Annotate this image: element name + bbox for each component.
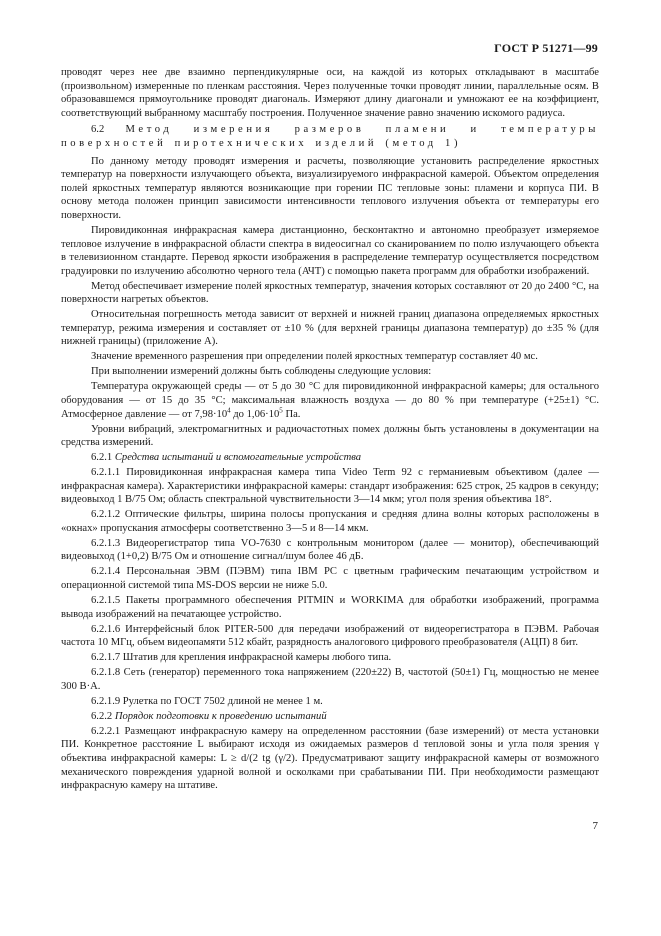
paragraph-conditions <box>61 380 599 421</box>
paragraph: 6.2.1.1 Пировидиконная инфракрасная камера типа Video Term 92 с германиевым объективом (далее — инфракрасная камера). Характеристики инфракрасной камеры: стандарт изображения: 625 строк, 25 кадров в секунду; видеовыход 1 В/75 Ом; область спектральной чувствительности 3—14 мкм; угол поля зрения объектива 18°. <box>61 467 599 506</box>
subsection-title: Средства испытаний и вспомогательные устройства <box>114 452 362 464</box>
subsection-number: 6.2.1 <box>91 452 113 464</box>
conditions-text: Па. <box>282 408 301 420</box>
section-title: Метод измерения размеров пламени и температуры поверхностей пиротехнических изделий (метод 1) <box>61 124 599 149</box>
conditions-text: Температура окружающей среды — от 5 до 30 °С для пировидиконной инфракрасной камеры; для остального оборудования — от 15 до 35 °С; максимальная влажность воздуха — до 80 % при температуре (+25±1) °С. Атмосферное давление — от 7,98·10 <box>61 381 599 420</box>
paragraph: Относительная погрешность метода зависит от верхней и нижней границ диапазона определяемых яркостных температур, режима измерения и составляет от ±10 % (для верхней границы диапазона температур) до ±35 % (для нижней границы) (приложение А). <box>61 309 599 348</box>
paragraph: 6.2.1.3 Видеорегистратор типа VO-7630 с контрольным монитором (далее — монитор), обеспечивающий видеовыход (1+0,2) В/75 Ом и отношение сигнал/шум более 46 дБ. <box>61 537 599 563</box>
paragraph: 6.2.1.4 Персональная ЭВМ (ПЭВМ) типа IBM PC с цветным графическим печатающим устройством и операционной системой типа MS-DOS версии не ниже 5.0. <box>61 566 599 592</box>
subsection-number: 6.2.2 <box>91 710 113 722</box>
paragraph: 6.2.1.5 Пакеты программного обеспечения PITMIN и WORKIMA для обработки изображений, программа вывода изображений на печатающее устройство. <box>61 595 599 620</box>
section-number: 6.2 <box>91 124 105 136</box>
paragraph: Значение временного разрешения при определении полей яркостных температур составляет 40 мс. <box>91 351 538 363</box>
paragraph: 6.2.2.1 Размещают инфракрасную камеру на определенном расстоянии (базе измерений) от места установки ПИ. Конкретное расстояние L выбирают исходя из ожидаемых размеров d тепловой зоны и угла поля зрения γ объектива инфракрасной камеры: L ≥ d/(2 tg (γ/2). Предусматривают защиту инфракрасной камеры от возможного механического повреждения ударной волной и осколками при срабатывании ПИ. При необходимости размещают инфракрасную камеру на штативе. <box>61 725 599 792</box>
paragraph: 6.2.1.2 Оптические фильтры, ширина полосы пропускания и средняя длина волны которых расположены в «окнах» пропускания атмосферы соответственно 3—5 и 8—14 мкм. <box>61 509 599 534</box>
page-number: 7 <box>592 820 598 832</box>
paragraph: 6.2.1.8 Сеть (генератор) переменного тока напряжением (220±22) В, частотой (50±1) Гц, мощностью не менее 300 В·А. <box>61 667 599 692</box>
paragraph: При выполнении измерений должны быть соблюдены следующие условия: <box>91 366 432 378</box>
exponent: 4 <box>227 406 231 415</box>
paragraph: Пировидиконная инфракрасная камера дистанционно, бесконтактно и автономно преобразует измеряемое тепловое излучение в инфракрасной области спектра в видеосигнал со сканированием по полю излучающего объекта в телевизионном стандарте. Перевод яркости изображения в распределение температур осуществляется посредством градуировки по излучению абсолютно черного тела (АЧТ) с помощью пакета программ для обработки изображений. <box>61 224 599 277</box>
paragraph: 6.2.1.9 Рулетка по ГОСТ 7502 длиной не менее 1 м. <box>91 695 323 707</box>
paragraph: 6.2.1.6 Интерфейсный блок PITER-500 для передачи изображений от видеорегистратора в ПЭВМ. Рабочая частота 10 МГц, объем видеопамяти 512 кбайт, разрядность аналогового цифрового преобразователя (АЦП) 8 бит. <box>61 623 599 649</box>
document-header: ГОСТ Р 51271—99 <box>494 41 598 55</box>
subsection-title: Порядок подготовки к проведению испытаний <box>114 710 327 722</box>
paragraph: Метод обеспечивает измерение полей яркостных температур, значения которых составляют от 20 до 2400 °С, на поверхности нагретых объектов. <box>61 280 599 306</box>
subsection-heading-6-2-2 <box>61 710 599 724</box>
exponent: 5 <box>279 406 283 415</box>
paragraph: Уровни вибраций, электромагнитных и радиочастотных помех должны быть установлены в документации на средства измерений. <box>61 423 599 449</box>
subsection-heading-6-2-1 <box>61 451 599 465</box>
paragraph: проводят через нее две взаимно перпендикулярные оси, на каждой из которых откладывают в масштабе (произвольном) измеренные по пленкам расстояния. Через полученные точки проводят линии, параллельные осям. В образовавшемся прямоугольнике проводят диагональ. Измеряют длину диагонали и умножают ее на коэффициент, соответствующий выбранному масштабу построения. Полученное значение равно значению искомого радиуса. <box>61 67 599 119</box>
paragraph: 6.2.1.7 Штатив для крепления инфракрасной камеры любого типа. <box>91 652 392 664</box>
document-body <box>61 66 599 794</box>
paragraph: По данному методу проводят измерения и расчеты, позволяющие установить распределение яркостных температур на поверхности излучающего объекта, визуализируемого инфракрасной камерой. Объектом определения полей яркостных температур являются возникающие при горении ПС тепловые зоны: пламени и корпуса ПИ. В основу метода положен принцип зависимости интенсивности теплового излучения объекта от температуры его поверхности. <box>61 155 599 221</box>
conditions-text: до 1,06·10 <box>230 408 280 420</box>
section-heading-6-2 <box>61 123 599 150</box>
